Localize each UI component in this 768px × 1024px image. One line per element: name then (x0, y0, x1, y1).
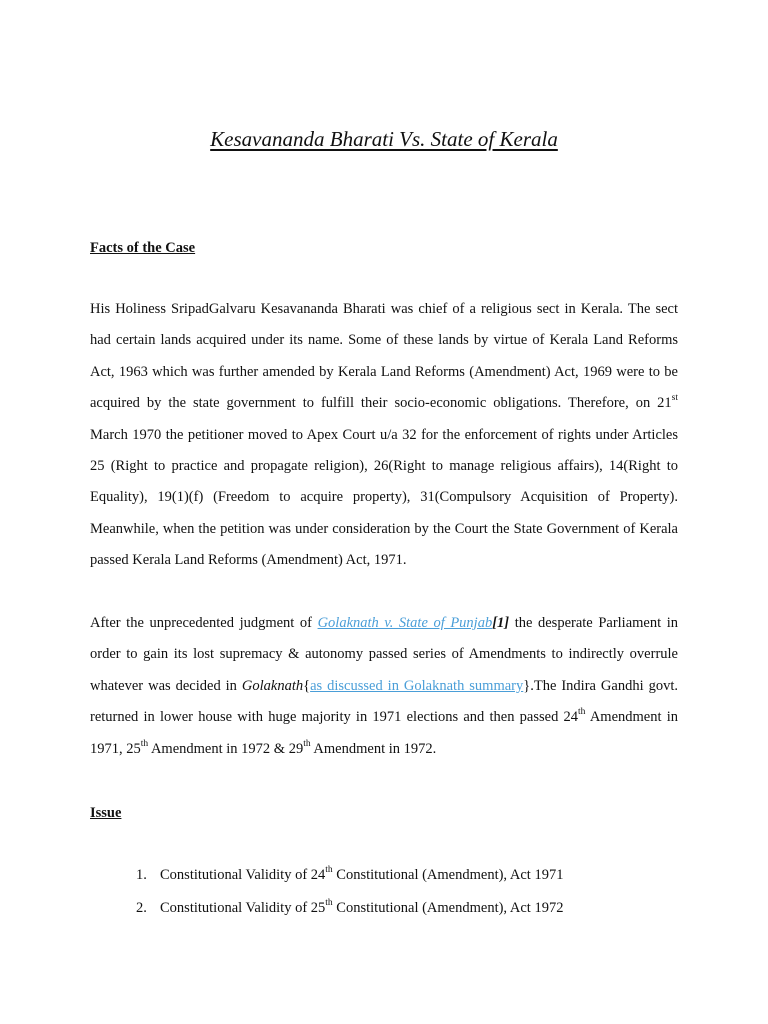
issue-list (136, 864, 563, 930)
issue-sup: th (325, 865, 333, 876)
page-title: Kesavananda Bharati Vs. State of Kerala (210, 127, 558, 151)
facts-p2-text-c: .The Indira Gandhi govt. returned in lower house with huge majority in 1971 elections and then passed 24 (90, 677, 678, 726)
golaknath-italic: Golaknath (241, 677, 304, 694)
facts-p2-text-d: Amendment in 1971, 25 (90, 709, 678, 757)
issue-text-pre: Constitutional Validity of 24 (160, 867, 326, 883)
facts-p2-sup-2: th (140, 738, 149, 749)
issue-number: 1. (136, 867, 147, 883)
issue-text-pre: Constitutional Validity of 25 (160, 900, 326, 916)
issue-text-post: Constitutional (Amendment), Act 1971 (332, 867, 564, 883)
issue-heading: Issue (90, 805, 122, 821)
facts-p1-text-a: His Holiness SripadGalvaru Kesavananda Bharati was chief of a religious sect in Kerala. The sect had certain lands acquired under its name. Some of these lands by virtue of Kerala Land Reforms Act, 1963 which was further amended by Kerala Land Reforms (Amendment) Act, 1969 were to be acquired by the state government to fulfill their socio-economic obligations. Therefore, on 21 (90, 301, 678, 412)
issue-text-post: Constitutional (Amendment), Act 1972 (332, 900, 564, 916)
facts-paragraph-2 (90, 608, 678, 765)
facts-p1-sup: st (671, 393, 678, 404)
brace-open: { (303, 677, 311, 694)
facts-p2-text-f: Amendment in 1972. (310, 740, 437, 757)
issue-item-1 (136, 864, 563, 897)
facts-heading: Facts of the Case (90, 240, 196, 256)
facts-p2-text-a: After the unprecedented judgment of (90, 615, 318, 631)
golaknath-case-link[interactable]: Golaknath v. State of Punjab (317, 615, 493, 631)
issue-sup: th (325, 898, 333, 909)
facts-p2-sup-3: th (303, 738, 311, 749)
footnote-ref-1[interactable]: [1] (492, 615, 510, 631)
issue-item-2 (136, 897, 563, 930)
facts-p2-text-e: Amendment in 1972 & 29 (148, 740, 304, 757)
facts-paragraph-1 (90, 294, 678, 577)
facts-p2-sup-1: th (578, 707, 586, 718)
facts-p1-text-b: March 1970 the petitioner moved to Apex Court u/a 32 for the enforcement of rights under Articles 25 (Right to practice and propagate religion), 26(Right to manage religious affairs), 14(Right to Equality), 19(1)(f) (Freedom to acquire property), 31(Compulsory Acquisition of Property). Meanwhile, when the petition was under consideration by the Court the State Government of Kerala passed Kerala Land Reforms (Amendment) Act, 1971. (90, 426, 678, 569)
facts-p2-text-b: the desperate Parliament in order to gain its lost supremacy & autonomy passed series of Amendments to indirectly overrule whatever was decided in (90, 615, 678, 694)
golaknath-summary-link[interactable]: as discussed in Golaknath summary (310, 677, 524, 694)
issue-number: 2. (136, 900, 147, 916)
brace-close: } (523, 677, 531, 694)
